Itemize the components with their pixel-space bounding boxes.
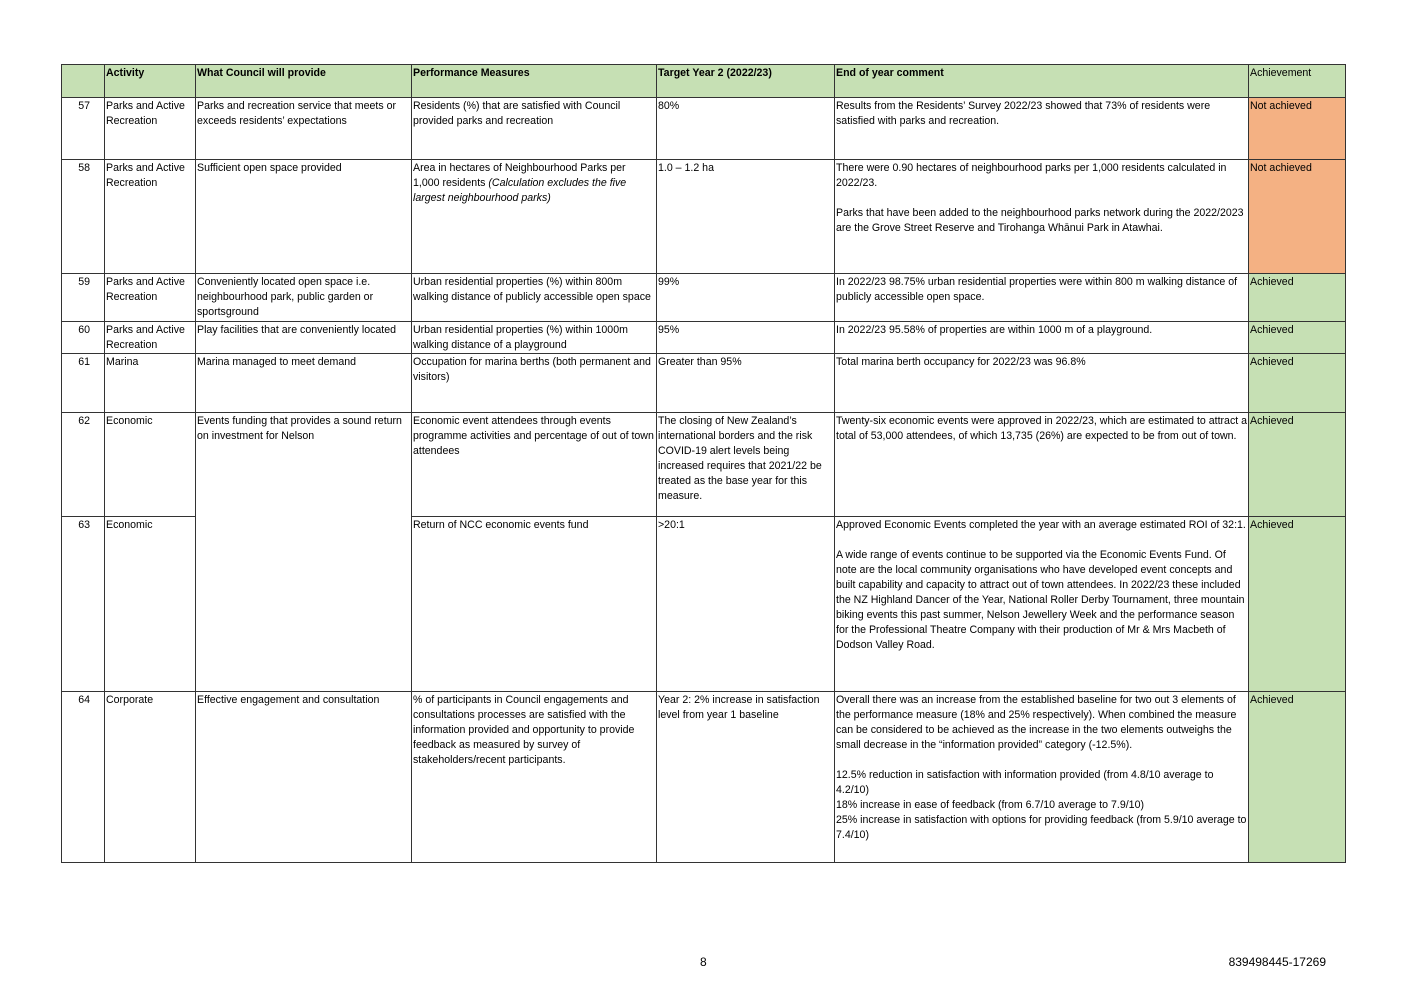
comment-paragraph: A wide range of events continue to be supported via the Economic Events Fund. Of note are the local community organisations who have developed event concepts and built capability and capacity to attract out of town attendees. In 2022/23 these included the NZ Highland Dancer of the Year, National Roller Derby Tournament, three mountain biking events this past summer, Nelson Jewellery Week and the performance season for the Professional Theatre Company with their production of Mr & Mrs Macbeth of Dodson Valley Road. (836, 549, 1245, 651)
provide-cell: Events funding that provides a sound return on investment for Nelson (196, 413, 412, 692)
provide-cell: Sufficient open space provided (196, 160, 412, 274)
comment-paragraph: 25% increase in satisfaction with options for providing feedback (from 5.9/10 average to 7.4/10) (836, 814, 1247, 841)
row-number: 60 (62, 322, 105, 354)
comment-paragraph: 18% increase in ease of feedback (from 6.7/10 average to 7.9/10) (836, 799, 1144, 811)
measure-cell: Occupation for marina berths (both permanent and visitors) (412, 354, 657, 413)
header-row (62, 65, 1346, 98)
achievement-cell: Achieved (1249, 692, 1346, 863)
header-activity: Activity (105, 65, 196, 98)
measure-cell: Residents (%) that are satisfied with Council provided parks and recreation (412, 98, 657, 160)
row-number: 62 (62, 413, 105, 517)
achievement-cell: Not achieved (1249, 98, 1346, 160)
measure-cell: Urban residential properties (%) within 1000m walking distance of a playground (412, 322, 657, 354)
activity-cell: Marina (105, 354, 196, 413)
comment-paragraph: In 2022/23 95.58% of properties are within 1000 m of a playground. (836, 324, 1153, 336)
achievement-cell: Achieved (1249, 413, 1346, 517)
performance-table (61, 64, 1346, 863)
activity-cell: Parks and Active Recreation (105, 274, 196, 322)
comment-cell (835, 692, 1249, 863)
comment-paragraph: Approved Economic Events completed the year with an average estimated ROI of 32:1. (836, 519, 1246, 531)
header-achievement: Achievement (1249, 65, 1346, 98)
measure-cell: Return of NCC economic events fund (412, 517, 657, 692)
document-id: 839498445-17269 (1228, 955, 1326, 969)
provide-cell: Marina managed to meet demand (196, 354, 412, 413)
page-number: 8 (700, 955, 707, 969)
table-row (62, 98, 1346, 160)
target-cell: Year 2: 2% increase in satisfaction level from year 1 baseline (657, 692, 835, 863)
comment-cell (835, 98, 1249, 160)
header-measure: Performance Measures (412, 65, 657, 98)
achievement-cell: Achieved (1249, 354, 1346, 413)
measure-note: (Calculation excludes the five largest neighbourhood parks) (413, 177, 627, 204)
header-number (62, 65, 105, 98)
measure-cell: Economic event attendees through events programme activities and percentage of out of town attendees (412, 413, 657, 517)
table-row (62, 413, 1346, 517)
comment-paragraph: Total marina berth occupancy for 2022/23 was 96.8% (836, 356, 1086, 368)
provide-cell: Conveniently located open space i.e. neighbourhood park, public garden or sportsground (196, 274, 412, 322)
header-target: Target Year 2 (2022/23) (657, 65, 835, 98)
row-number: 63 (62, 517, 105, 692)
target-cell: The closing of New Zealand’s international borders and the risk COVID-19 alert levels being increased requires that 2021/22 be treated as the base year for this measure. (657, 413, 835, 517)
table-row (62, 354, 1346, 413)
comment-cell (835, 322, 1249, 354)
header-provide: What Council will provide (196, 65, 412, 98)
comment-paragraph: Results from the Residents’ Survey 2022/23 showed that 73% of residents were satisfied with parks and recreation. (836, 100, 1211, 127)
measure-cell (412, 160, 657, 274)
row-number: 64 (62, 692, 105, 863)
achievement-cell: Not achieved (1249, 160, 1346, 274)
target-cell: Greater than 95% (657, 354, 835, 413)
measure-cell: Urban residential properties (%) within 800m walking distance of publicly accessible open space (412, 274, 657, 322)
activity-cell: Economic (105, 413, 196, 517)
target-cell: 1.0 – 1.2 ha (657, 160, 835, 274)
comment-cell (835, 160, 1249, 274)
table-row (62, 322, 1346, 354)
row-number: 57 (62, 98, 105, 160)
measure-text: Area in hectares of Neighbourhood Parks per 1,000 residents (413, 162, 626, 189)
comment-paragraph: There were 0.90 hectares of neighbourhood parks per 1,000 residents calculated in 2022/23. (836, 162, 1227, 189)
target-cell: 99% (657, 274, 835, 322)
table-row (62, 160, 1346, 274)
row-number: 59 (62, 274, 105, 322)
comment-cell (835, 413, 1249, 517)
row-number: 58 (62, 160, 105, 274)
provide-cell: Play facilities that are conveniently located (196, 322, 412, 354)
activity-cell: Corporate (105, 692, 196, 863)
target-cell: 95% (657, 322, 835, 354)
activity-cell: Economic (105, 517, 196, 692)
comment-cell (835, 274, 1249, 322)
comment-paragraph: Overall there was an increase from the established baseline for two out 3 elements of the performance measure (18% and 25% respectively). When combined the measure can be considered to be achieved as the increase in the two elements outweighs the small decrease in the “information provided” category (-12.5%). (836, 694, 1237, 751)
provide-cell: Effective engagement and consultation (196, 692, 412, 863)
achievement-cell: Achieved (1249, 322, 1346, 354)
target-cell: >20:1 (657, 517, 835, 692)
activity-cell: Parks and Active Recreation (105, 98, 196, 160)
comment-cell (835, 354, 1249, 413)
target-cell: 80% (657, 98, 835, 160)
comment-paragraph: In 2022/23 98.75% urban residential properties were within 800 m walking distance of publicly accessible open space. (836, 276, 1238, 303)
activity-cell: Parks and Active Recreation (105, 160, 196, 274)
table-row (62, 274, 1346, 322)
row-number: 61 (62, 354, 105, 413)
comment-paragraph: Twenty-six economic events were approved in 2022/23, which are estimated to attract a total of 53,000 attendees, of which 13,735 (26%) are expected to be from out of town. (836, 415, 1248, 442)
measure-cell: % of participants in Council engagements and consultations processes are satisfied with the information provided and opportunity to provide feedback as measured by survey of stakeholders/recent participants. (412, 692, 657, 863)
comment-paragraph: Parks that have been added to the neighbourhood parks network during the 2022/2023 are the Grove Street Reserve and Tirohanga Whānui Park in Atawhai. (836, 207, 1244, 234)
header-comment: End of year comment (835, 65, 1249, 98)
achievement-cell: Achieved (1249, 517, 1346, 692)
table-row (62, 692, 1346, 863)
comment-paragraph: 12.5% reduction in satisfaction with information provided (from 4.8/10 average to 4.2/10) (836, 769, 1214, 796)
activity-cell: Parks and Active Recreation (105, 322, 196, 354)
provide-cell: Parks and recreation service that meets or exceeds residents’ expectations (196, 98, 412, 160)
achievement-cell: Achieved (1249, 274, 1346, 322)
comment-cell (835, 517, 1249, 692)
